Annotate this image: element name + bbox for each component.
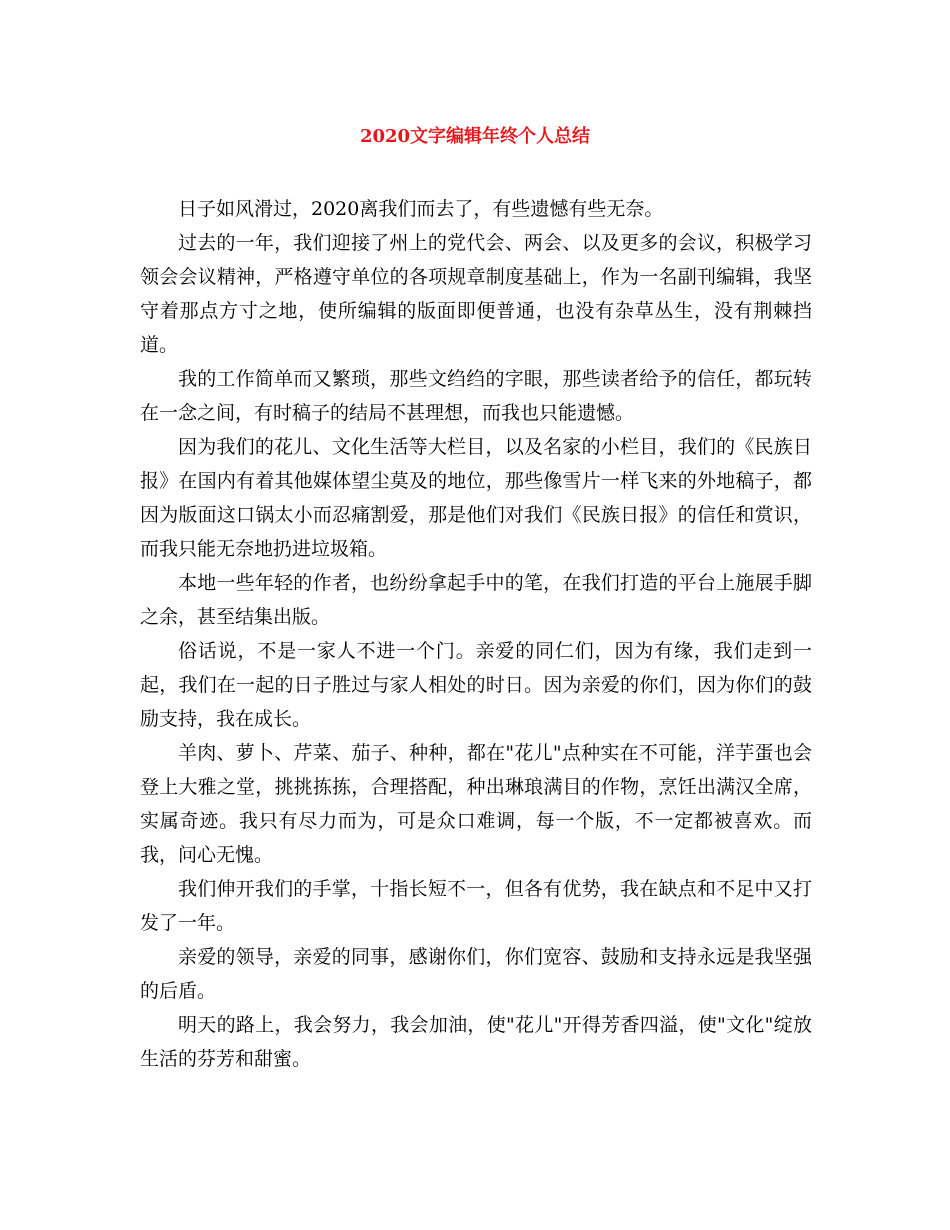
paragraph-8: 我们伸开我们的手掌，十指长短不一，但各有优势，我在缺点和不足中又打发了一年。: [140, 878, 812, 934]
document-body: [140, 192, 812, 1076]
paragraph-9: 亲爱的领导，亲爱的同事，感谢你们，你们宽容、鼓励和支持永远是我坚强的后盾。: [140, 946, 812, 1002]
paragraph-1: 日子如风滑过，2020离我们而去了，有些遗憾有些无奈。: [178, 198, 664, 220]
paragraph-2: 过去的一年，我们迎接了州上的党代会、两会、以及更多的会议，积极学习领会会议精神，严格遵守单位的各项规章制度基础上，作为一名副刊编辑，我坚守着那点方寸之地，使所编辑的版面即便普通，也没有杂草丛生，没有荆棘挡道。: [140, 232, 812, 356]
paragraph-3: 我的工作简单而又繁琐，那些文绉绉的字眼，那些读者给予的信任，都玩转在一念之间，有时稿子的结局不甚理想，而我也只能遗憾。: [140, 368, 812, 424]
paragraph-10: 明天的路上，我会努力，我会加油，使"花儿"开得芳香四溢，使"文化"绽放生活的芬芳和甜蜜。: [140, 1014, 812, 1070]
paragraph-6: 俗话说，不是一家人不进一个门。亲爱的同仁们，因为有缘，我们走到一起，我们在一起的日子胜过与家人相处的时日。因为亲爱的你们，因为你们的鼓励支持，我在成长。: [140, 640, 812, 730]
paragraph-4: 因为我们的花儿、文化生活等大栏目，以及名家的小栏目，我们的《民族日报》在国内有着其他媒体望尘莫及的地位，那些像雪片一样飞来的外地稿子，都因为版面这口锅太小而忍痛割爱，那是他们对我们《民族日报》的信任和赏识，而我只能无奈地扔进垃圾箱。: [140, 436, 812, 560]
document-title: 2020文字编辑年终个人总结: [359, 126, 591, 147]
paragraph-5: 本地一些年轻的作者，也纷纷拿起手中的笔，在我们打造的平台上施展手脚之余，甚至结集出版。: [140, 572, 812, 628]
paragraph-7: 羊肉、萝卜、芹菜、茄子、种种，都在"花儿"点种实在不可能，洋芋蛋也会登上大雅之堂，挑挑拣拣，合理搭配，种出琳琅满目的作物，烹饪出满汉全席，实属奇迹。我只有尽力而为，可是众口难调，每一个版，不一定都被喜欢。而我，问心无愧。: [140, 742, 812, 866]
